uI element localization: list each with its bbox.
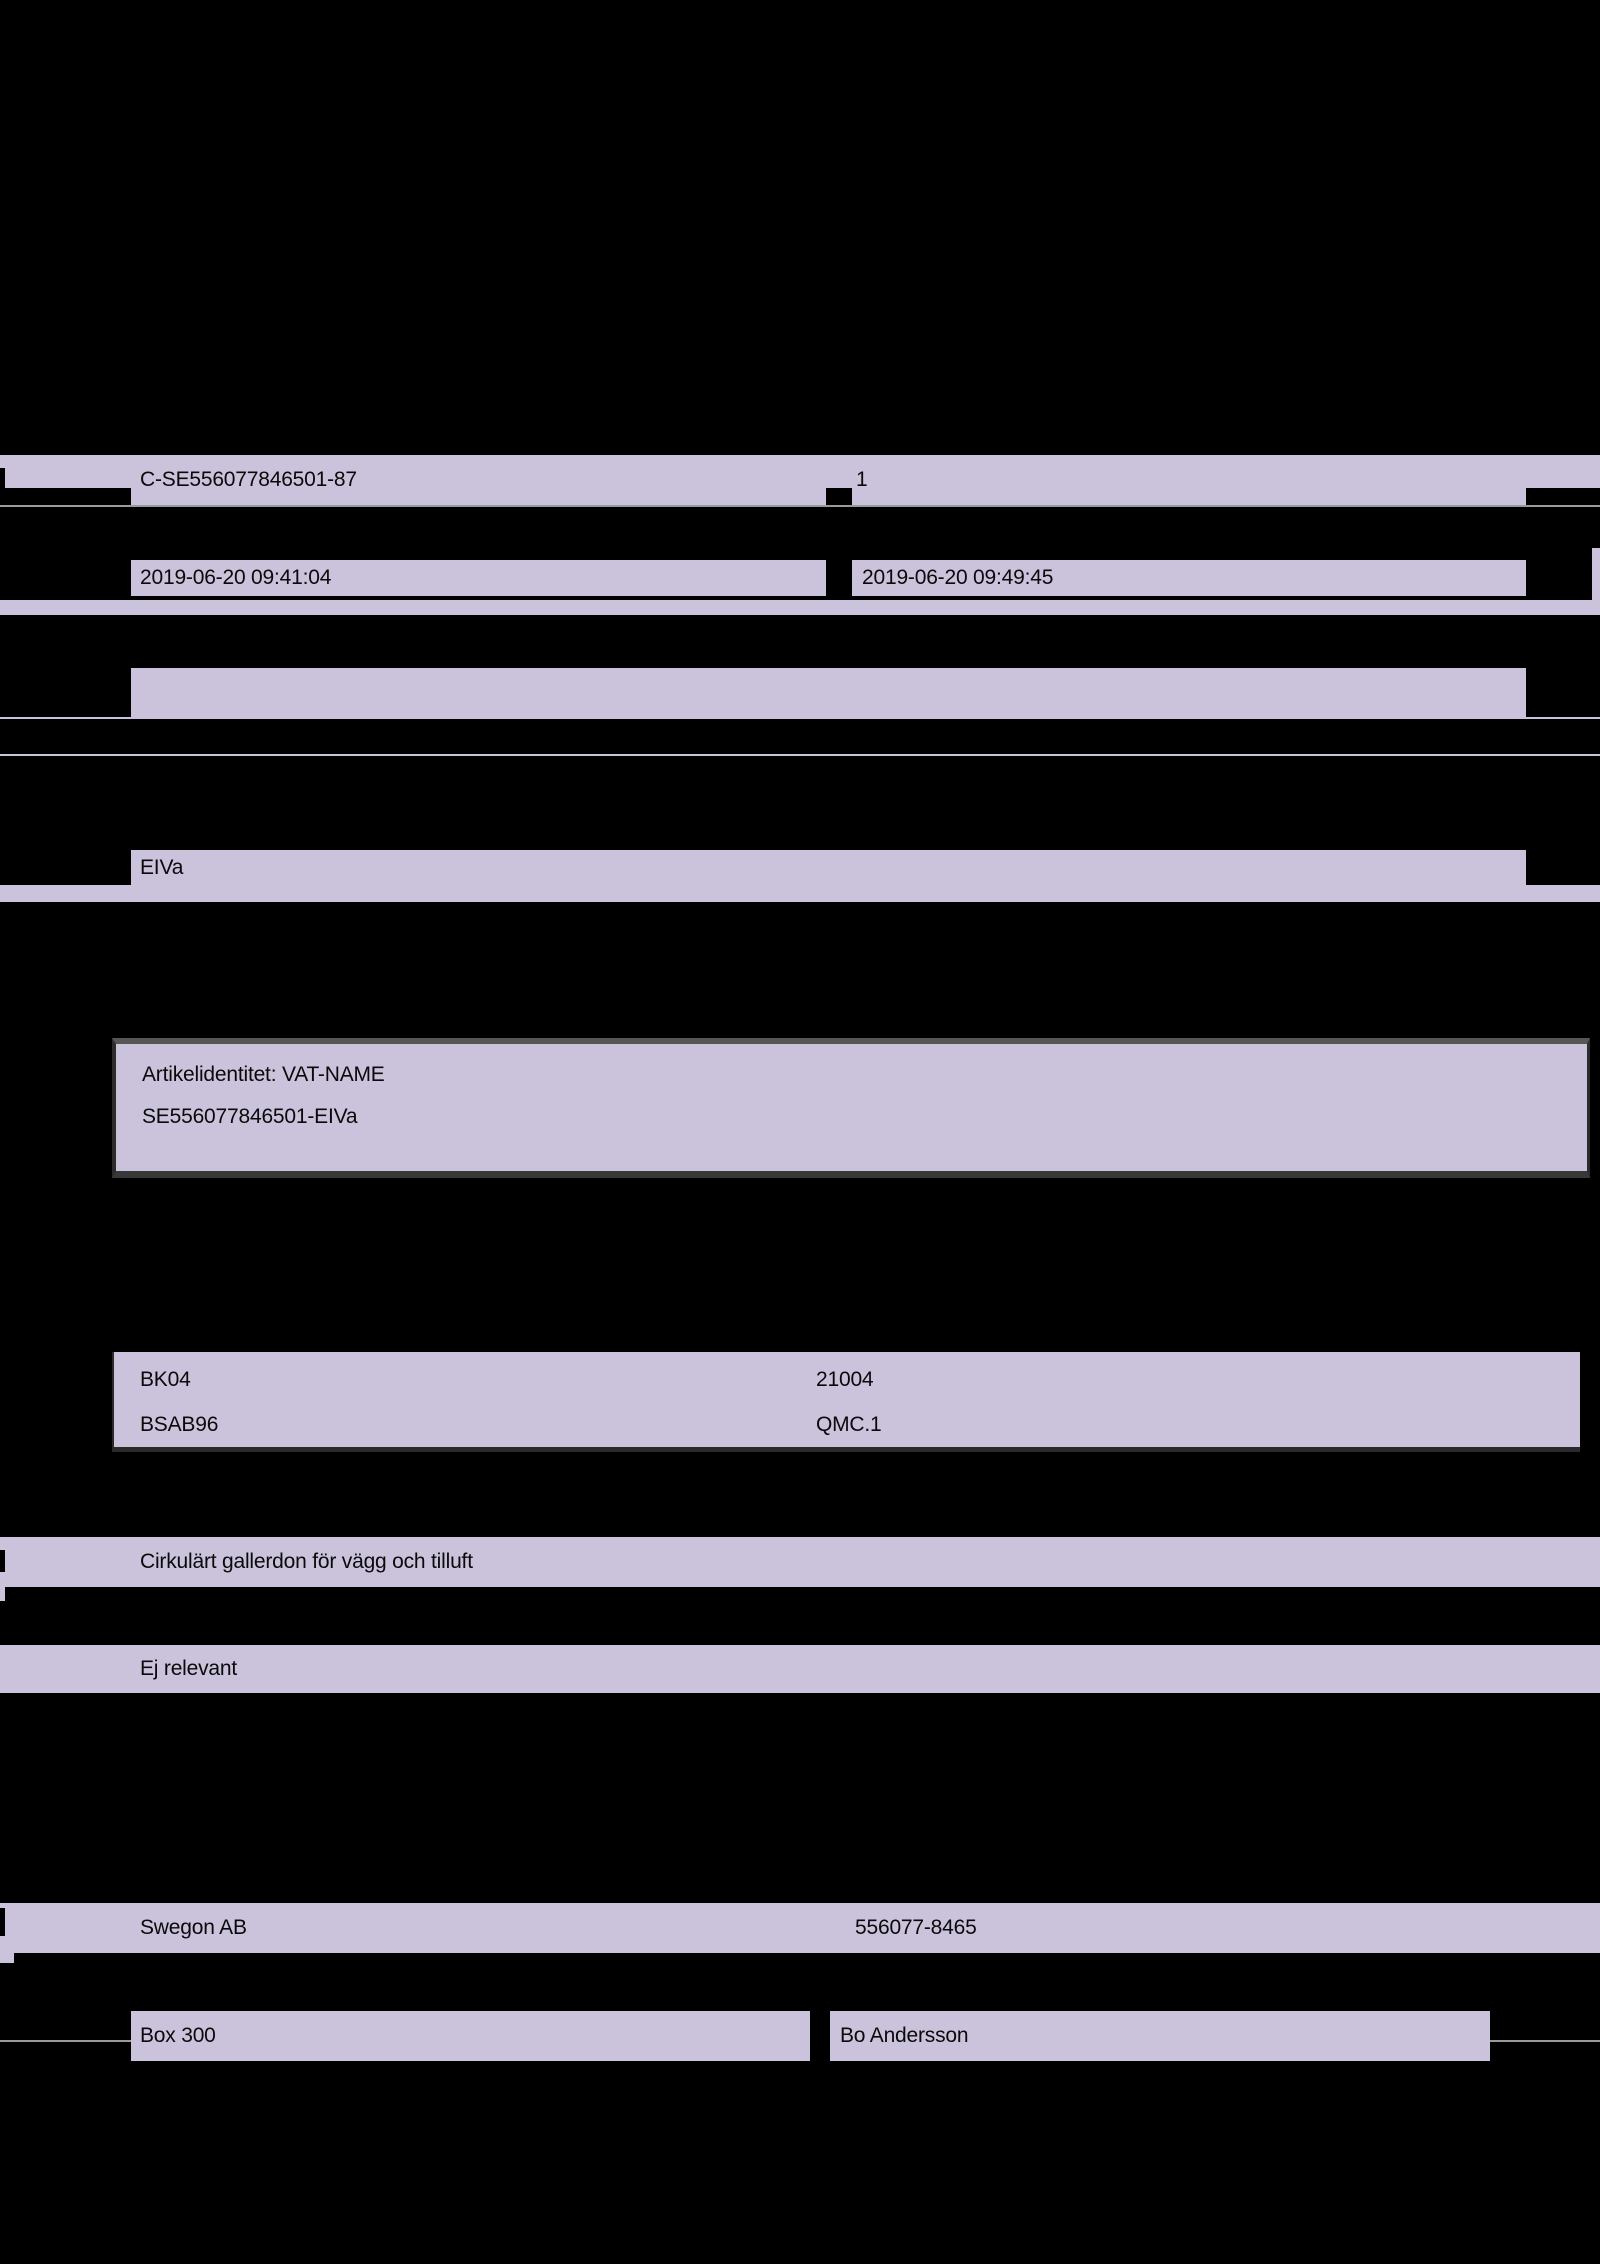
left-edge-stub <box>0 1587 5 1601</box>
not-relevant-field <box>0 1645 1600 1693</box>
address-field <box>131 2011 810 2061</box>
document-id-field <box>131 455 826 506</box>
product-name: EIVa <box>140 856 184 879</box>
product-name-field <box>131 850 1526 886</box>
left-margin-tick <box>0 1908 5 1936</box>
divider-line <box>0 505 1600 507</box>
not-relevant-text: Ej relevant <box>140 1657 238 1680</box>
divider-strip <box>0 885 1600 902</box>
product-description-field <box>0 1537 1600 1587</box>
company-field <box>0 1903 1600 1953</box>
article-identity-label: Artikelidentitet: VAT-NAME <box>142 1063 385 1086</box>
modified-date: 2019-06-20 09:49:45 <box>862 566 1054 589</box>
created-date-field <box>131 560 826 596</box>
modified-date-field <box>852 560 1526 596</box>
article-identity-box <box>112 1038 1590 1178</box>
left-edge-stub <box>0 1953 14 1963</box>
thin-line <box>0 717 1600 719</box>
article-identity-value: SE556077846501-EIVa <box>142 1105 358 1128</box>
divider-line-right <box>1490 2040 1600 2042</box>
empty-field <box>131 668 1526 718</box>
classification-box <box>112 1352 1580 1452</box>
thin-line <box>0 754 1600 756</box>
company-name: Swegon AB <box>140 1916 247 1939</box>
classification-row <box>114 1402 1580 1447</box>
document-id: C-SE556077846501-87 <box>140 468 357 491</box>
bsab96-value: QMC.1 <box>816 1412 882 1436</box>
left-margin-tick <box>0 468 5 490</box>
classification-row <box>114 1357 1580 1402</box>
address: Box 300 <box>140 2024 216 2047</box>
divider-line-left <box>0 2040 131 2042</box>
created-date: 2019-06-20 09:41:04 <box>140 566 332 589</box>
product-description: Cirkulärt gallerdon för vägg och tilluft <box>140 1550 473 1573</box>
left-margin-tick <box>0 1550 5 1572</box>
contact-person-field <box>830 2011 1490 2061</box>
divider-strip <box>0 600 1600 615</box>
bk04-label: BK04 <box>140 1367 191 1391</box>
bsab96-label: BSAB96 <box>140 1412 219 1436</box>
bk04-value: 21004 <box>816 1367 874 1391</box>
page-number-field <box>852 455 1526 506</box>
contact-person: Bo Andersson <box>840 2024 969 2047</box>
org-number: 556077-8465 <box>855 1916 977 1939</box>
page-number: 1 <box>856 468 868 491</box>
